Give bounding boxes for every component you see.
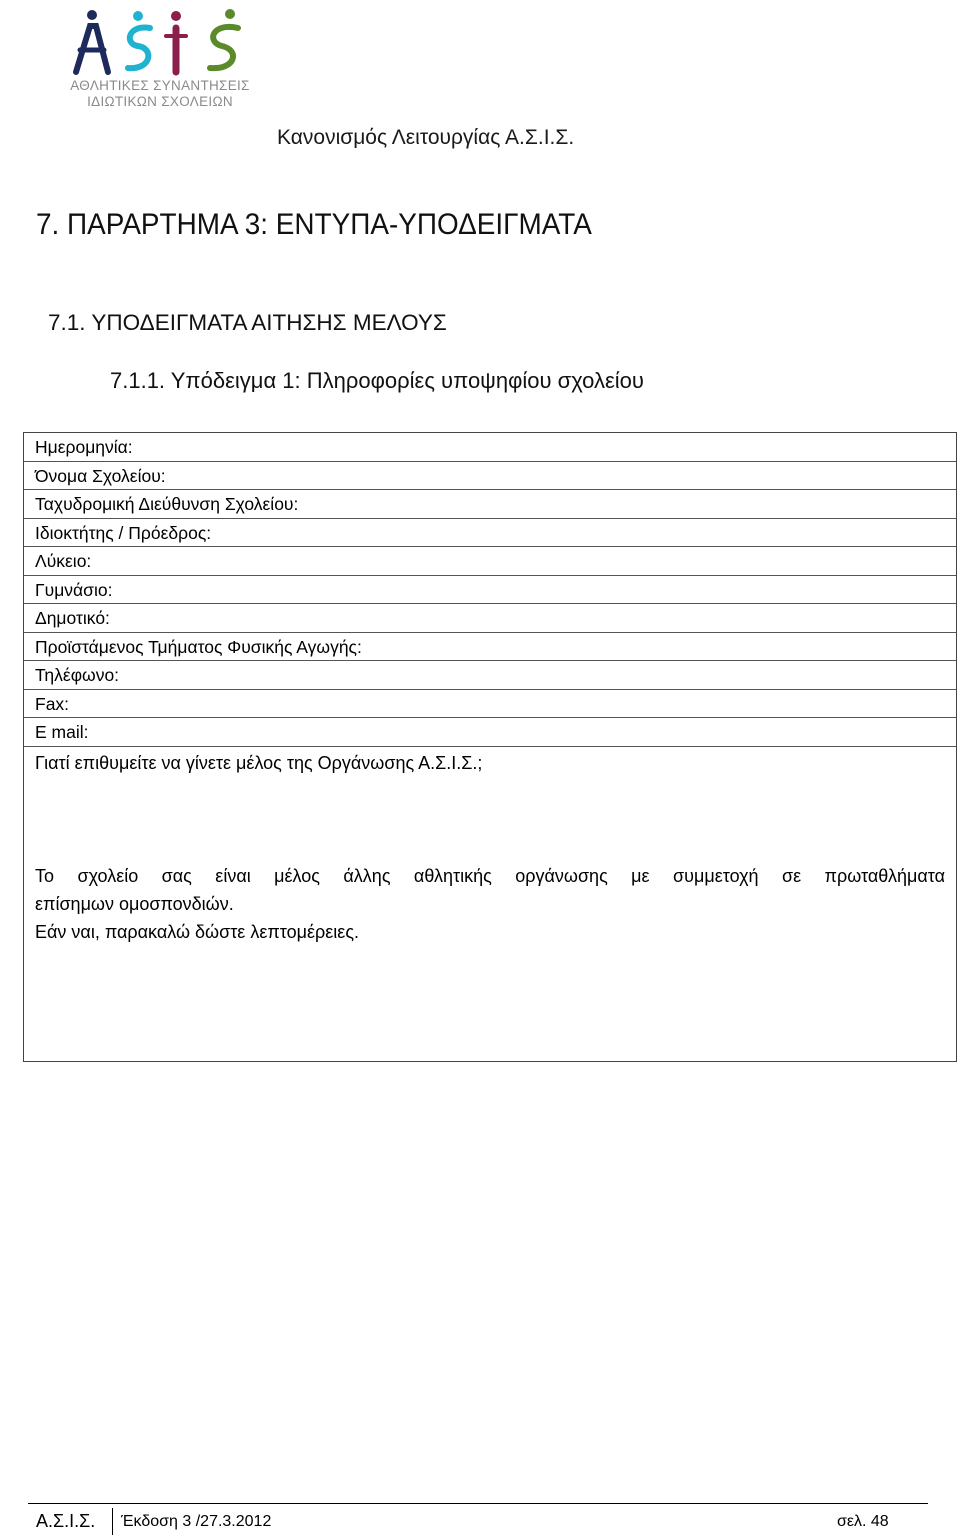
- application-form-table: [23, 432, 957, 1062]
- subsection-heading: 7.1. ΥΠΟΔΕΙΓΜΑΤΑ ΑΙΤΗΣΗΣ ΜΕΛΟΥΣ: [48, 310, 447, 335]
- form-label-phone: Τηλέφωνο:: [35, 665, 120, 685]
- form-answer-area-other-org[interactable]: [24, 857, 956, 1061]
- footer-edition: Έκδοση 3 /27.3.2012: [121, 1513, 272, 1530]
- logo-line-1: ΑΘΛΗΤΙΚΕΣ ΣΥΝΑΝΤΗΣΕΙΣ: [70, 78, 250, 93]
- form-row-email[interactable]: [24, 718, 956, 747]
- logo-figures-icon: [70, 6, 250, 78]
- form-row-school-name[interactable]: [24, 462, 956, 490]
- form-row-date[interactable]: [24, 433, 956, 462]
- footer-page-number: σελ. 48: [837, 1513, 889, 1530]
- form-row-fax[interactable]: [24, 690, 956, 718]
- form-label-pe-head: Προϊστάμενος Τμήματος Φυσικής Αγωγής:: [35, 637, 362, 657]
- form-question-other-org-line2: επίσημων ομοσπονδιών.: [35, 894, 234, 914]
- form-label-fax: Fax:: [35, 694, 70, 714]
- form-row-postal-address[interactable]: [24, 490, 956, 519]
- form-row-phone[interactable]: [24, 661, 956, 690]
- footer-divider: [28, 1503, 928, 1504]
- form-label-email: E mail:: [35, 722, 89, 742]
- footer-org: Α.Σ.Ι.Σ.: [36, 1511, 96, 1531]
- form-row-primary[interactable]: [24, 604, 956, 633]
- form-row-owner-president[interactable]: [24, 519, 956, 547]
- logo-line-2: ΙΔΙΩΤΙΚΩΝ ΣΧΟΛΕΙΩΝ: [87, 94, 233, 109]
- asis-logo: [70, 6, 250, 112]
- form-question-other-org-line3: Εάν ναι, παρακαλώ δώστε λεπτομέρειες.: [35, 922, 359, 942]
- form-label-postal-address: Ταχυδρομική Διεύθυνση Σχολείου:: [35, 494, 299, 514]
- form-answer-area-why[interactable]: [24, 747, 956, 857]
- form-label-primary: Δημοτικό:: [35, 608, 110, 628]
- form-question-other-org-line1: Το σχολείο σας είναι μέλος άλλης αθλητικής οργάνωσης με συμμετοχή σε πρωταθλήματα: [35, 866, 945, 886]
- form-question-why: Γιατί επιθυμείτε να γίνετε μέλος της Οργάνωσης Α.Σ.Ι.Σ.;: [35, 753, 483, 773]
- form-row-pe-head[interactable]: [24, 633, 956, 661]
- form-label-lyceum: Λύκειο:: [35, 551, 92, 571]
- footer-separator: [112, 1508, 113, 1535]
- section-heading: 7. ΠΑΡΑΡΤΗΜΑ 3: ΕΝΤΥΠΑ-ΥΠΟΔΕΙΓΜΑΤΑ: [36, 208, 592, 241]
- form-label-date: Ημερομηνία:: [35, 437, 133, 457]
- form-label-gymnasium: Γυμνάσιο:: [35, 580, 113, 600]
- form-row-lyceum[interactable]: [24, 547, 956, 576]
- form-label-school-name: Όνομα Σχολείου:: [35, 466, 166, 486]
- document-title: Κανονισμός Λειτουργίας Α.Σ.Ι.Σ.: [277, 126, 575, 149]
- subsubsection-heading: 7.1.1. Υπόδειγμα 1: Πληροφορίες υποψηφίου σχολείου: [110, 368, 644, 393]
- form-row-gymnasium[interactable]: [24, 576, 956, 604]
- form-label-owner-president: Ιδιοκτήτης / Πρόεδρος:: [35, 523, 212, 543]
